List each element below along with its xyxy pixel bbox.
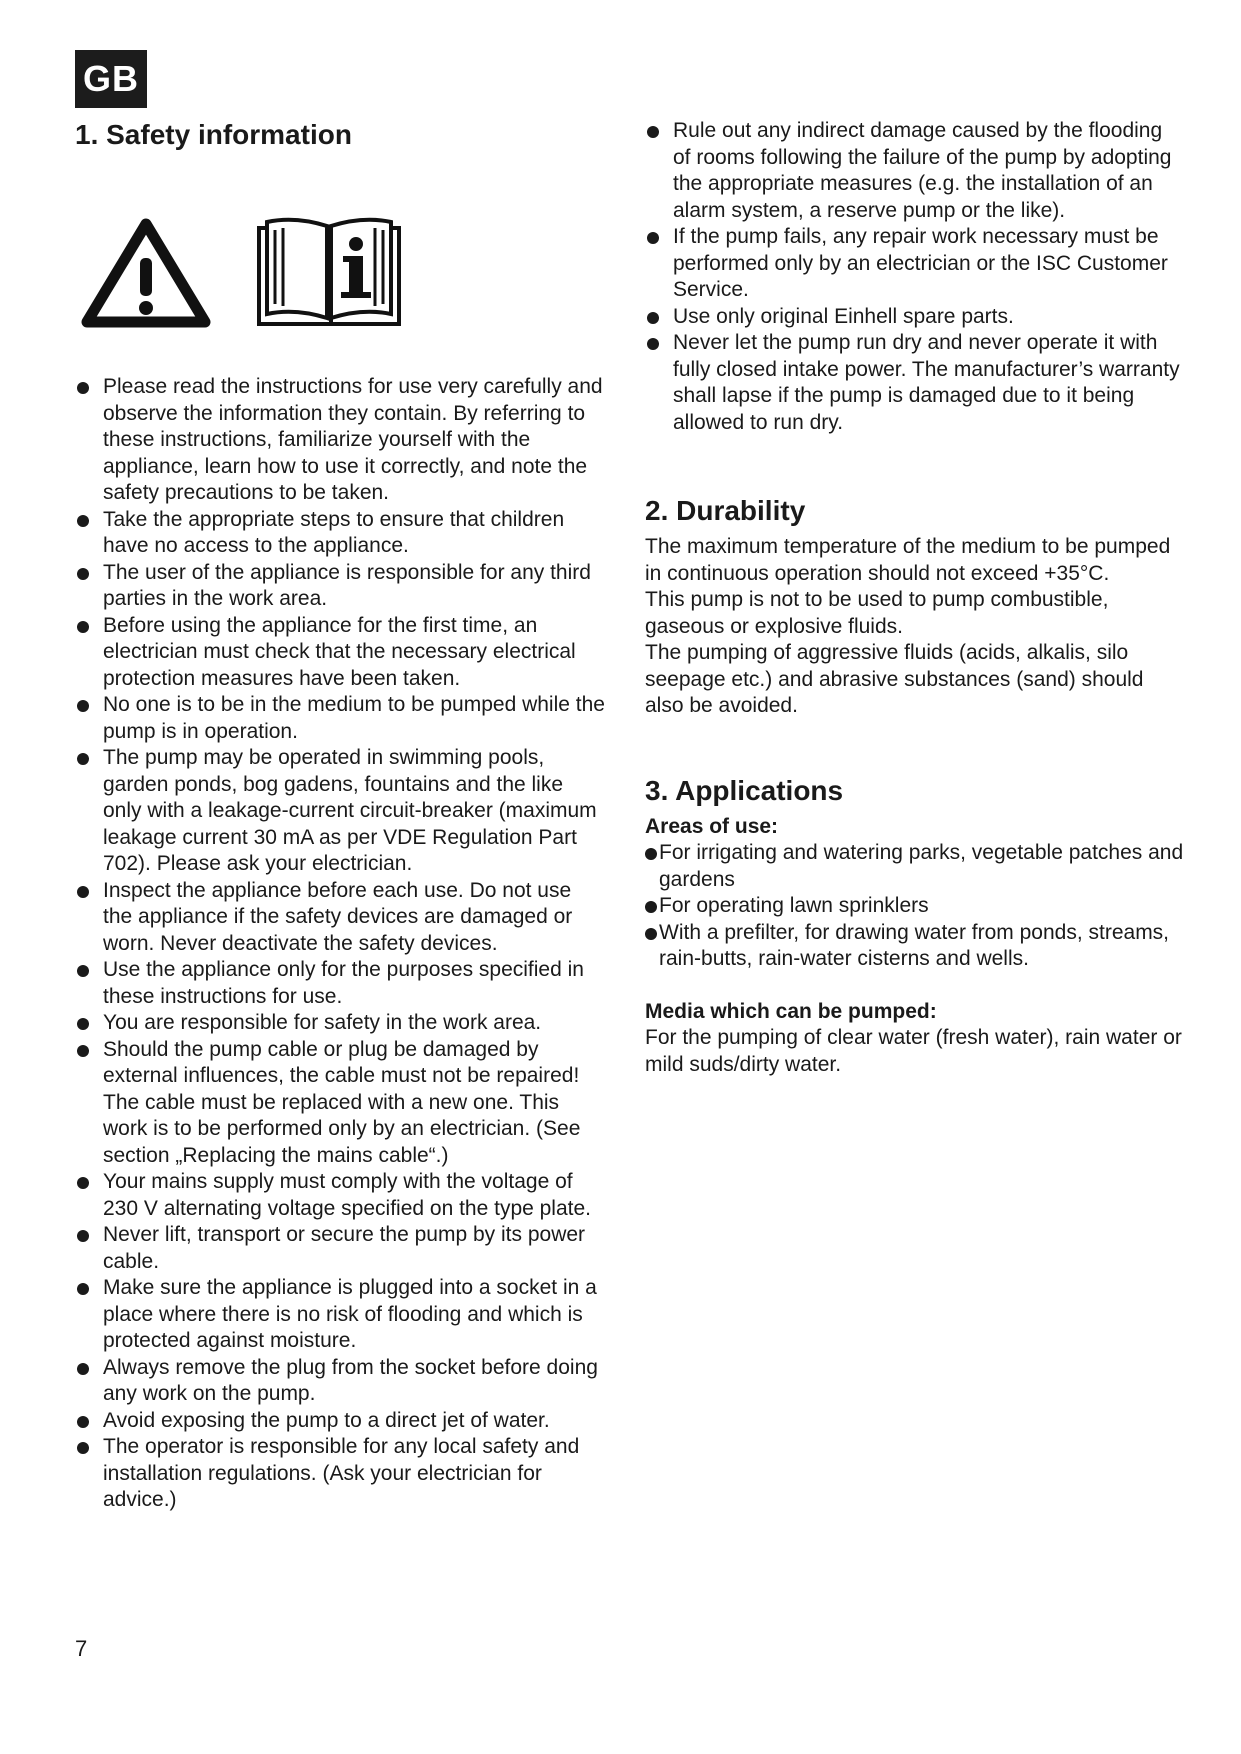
durability-paragraph: The pumping of aggressive fluids (acids, alkalis, silo seepage etc.) and abrasive substances (sand) should also be avoided. (645, 641, 1144, 717)
safety-heading: 1. Safety information (75, 119, 352, 150)
list-item: Your mains supply must comply with the voltage of 230 V alternating voltage specified on the type plate. (75, 1169, 605, 1222)
list-item: Never lift, transport or secure the pump by its power cable. (75, 1222, 605, 1275)
durability-paragraph: This pump is not to be used to pump combustible, gaseous or explosive fluids. (645, 588, 1109, 638)
list-item: For operating lawn sprinklers (645, 893, 1185, 920)
durability-paragraph: The maximum temperature of the medium to be pumped in continuous operation should not exceed +35°C. (645, 535, 1171, 585)
list-item: Make sure the appliance is plugged into a socket in a place where there is no risk of flooding and which is protected against moisture. (75, 1275, 605, 1355)
list-item: Always remove the plug from the socket before doing any work on the pump. (75, 1355, 605, 1408)
list-item: Before using the appliance for the first time, an electrician must check that the necessary electrical protection measures have been taken. (75, 613, 605, 693)
media-label: Media which can be pumped: (645, 999, 937, 1023)
safety-bullet-list-continued (645, 118, 1185, 436)
list-item: With a prefilter, for drawing water from ponds, streams, rain-butts, rain-water cisterns and wells. (645, 920, 1185, 973)
media-text: For the pumping of clear water (fresh water), rain water or mild suds/dirty water. (645, 1026, 1182, 1076)
areas-of-use-label: Areas of use: (645, 814, 779, 838)
list-item: Take the appropriate steps to ensure that children have no access to the appliance. (75, 507, 605, 560)
list-item: Rule out any indirect damage caused by the flooding of rooms following the failure of the pump by adopting the appropriate measures (e.g. the installation of an alarm system, a reserve pump or the like). (645, 118, 1185, 224)
warning-triangle-icon (81, 218, 211, 328)
page-number: 7 (75, 1636, 88, 1661)
read-manual-icon (255, 208, 403, 328)
list-item: If the pump fails, any repair work necessary must be performed only by an electrician or the ISC Customer Service. (645, 224, 1185, 304)
list-item: Never let the pump run dry and never operate it with fully closed intake power. The manufacturer’s warranty shall lapse if the pump is damaged due to it being allowed to run dry. (645, 330, 1185, 436)
list-item: The operator is responsible for any local safety and installation regulations. (Ask your electrician for advice.) (75, 1434, 605, 1514)
list-item: For irrigating and watering parks, vegetable patches and gardens (645, 840, 1185, 893)
left-column (75, 118, 605, 1514)
applications-heading: 3. Applications (645, 774, 844, 806)
safety-bullet-list (75, 374, 605, 1514)
list-item: The pump may be operated in swimming pools, garden ponds, bog gadens, fountains and the like only with a leakage-current circuit-breaker (maximum leakage current 30 mA as per VDE Regulation Part 702). Please ask your electrician. (75, 745, 605, 878)
list-item: Please read the instructions for use very carefully and observe the information they contain. By referring to these instructions, familiarize yourself with the appliance, learn how to use it correctly, and note the safety precautions to be taken. (75, 374, 605, 507)
areas-of-use-list (645, 840, 1185, 973)
durability-heading: 2. Durability (645, 495, 806, 526)
list-item: The user of the appliance is responsible for any third parties in the work area. (75, 560, 605, 613)
list-item: No one is to be in the medium to be pumped while the pump is in operation. (75, 692, 605, 745)
language-badge: GB (75, 50, 147, 108)
list-item: Avoid exposing the pump to a direct jet of water. (75, 1408, 605, 1435)
list-item: Use only original Einhell spare parts. (645, 304, 1185, 331)
safety-icons (75, 152, 605, 352)
list-item: Should the pump cable or plug be damaged by external influences, the cable must not be repaired! The cable must be replaced with a new one. This work is to be performed only by an electrician. (See section „Replacing the mains cable“.) (75, 1037, 605, 1170)
list-item: Use the appliance only for the purposes specified in these instructions for use. (75, 957, 605, 1010)
list-item: You are responsible for safety in the work area. (75, 1010, 605, 1037)
list-item: Inspect the appliance before each use. Do not use the appliance if the safety devices are damaged or worn. Never deactivate the safety devices. (75, 878, 605, 958)
right-column (645, 118, 1185, 1078)
